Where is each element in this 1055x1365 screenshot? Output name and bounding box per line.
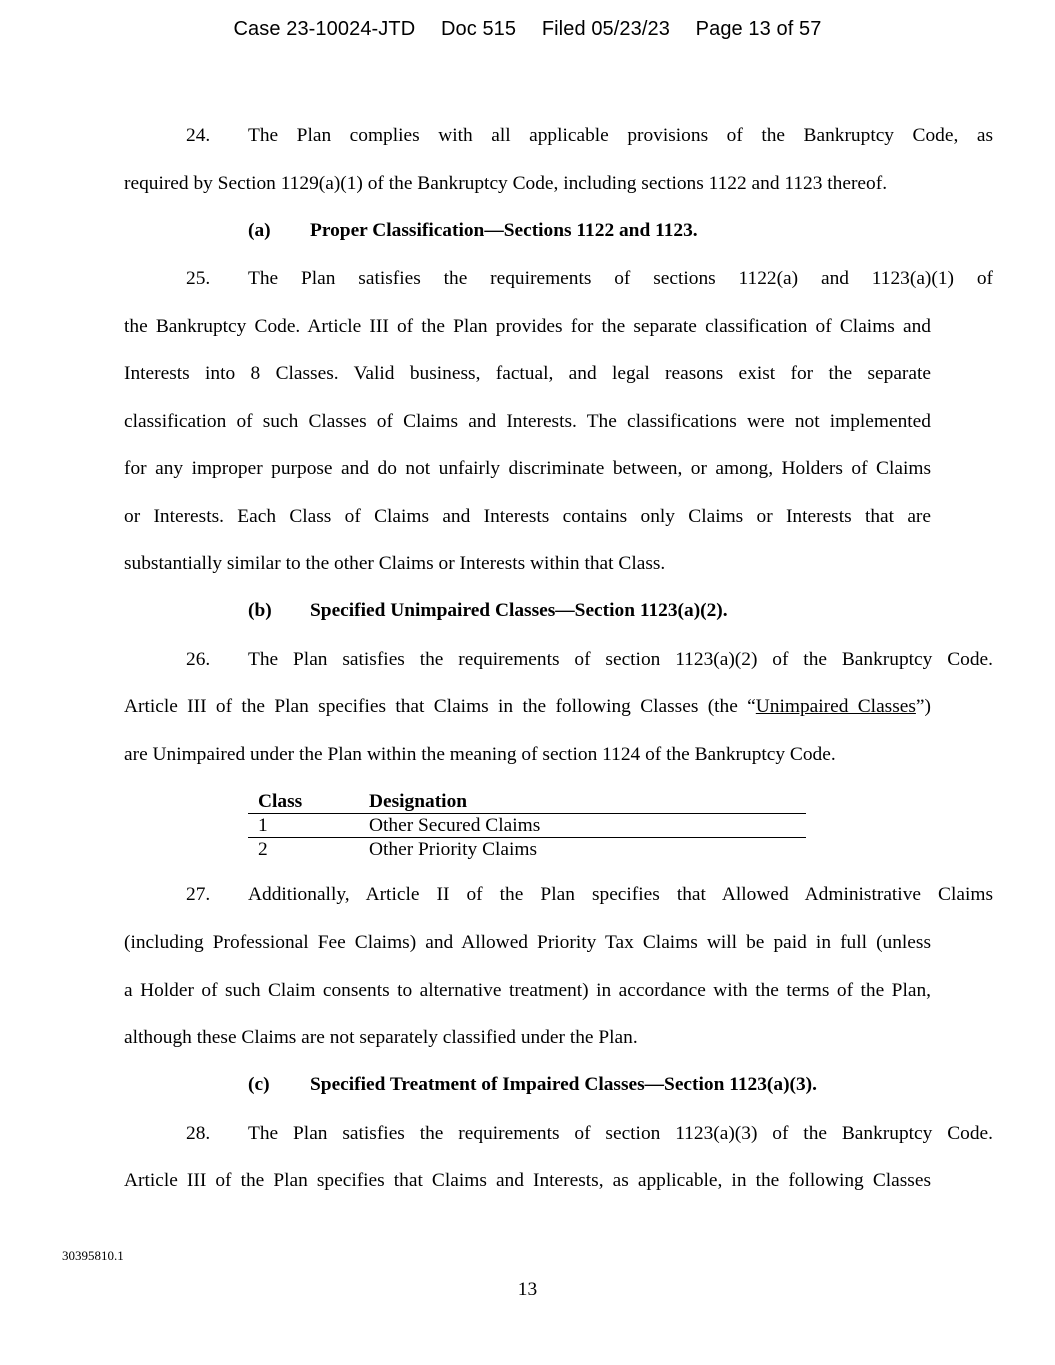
column-header-designation: Designation [359, 790, 806, 814]
document-id: 30395810.1 [62, 1248, 124, 1263]
page-of-total: Page 13 of 57 [695, 18, 822, 40]
para-25-line-2: the Bankruptcy Code. Article III of the Plan provides for the separate classification of Claims and [124, 316, 931, 337]
para-text: Article III of the Plan specifies that Claims in the following Classes (the “ [124, 696, 756, 717]
para-number: 28. [186, 1123, 211, 1144]
para-text: The Plan complies with all applicable provisions of the Bankruptcy Code, as [248, 125, 993, 146]
heading-text: Specified Treatment of Impaired Classes—Section 1123(a)(3). [310, 1074, 817, 1095]
para-number: 24. [186, 125, 211, 146]
para-25-line-1 [124, 267, 993, 291]
class-cell: 2 [258, 839, 268, 860]
doc-number: Doc 515 [440, 18, 517, 40]
defined-term-unimpaired-classes: Unimpaired Classes [755, 696, 916, 717]
table-row [248, 814, 806, 838]
para-text: The Plan satisfies the requirements of sections 1122(a) and 1123(a)(1) of [248, 268, 993, 289]
heading-label: (b) [248, 600, 272, 621]
class-cell: 1 [248, 814, 359, 838]
para-text: Additionally, Article II of the Plan specifies that Allowed Administrative Claims [248, 884, 993, 905]
para-25-line-3: Interests into 8 Classes. Valid business, factual, and legal reasons exist for the separate [124, 363, 931, 384]
unimpaired-classes-table [248, 790, 806, 861]
heading-text: Proper Classification—Sections 1122 and 1123. [310, 220, 698, 241]
para-number: 25. [186, 268, 211, 289]
para-27-line-1 [124, 883, 993, 907]
para-text: The Plan satisfies the requirements of section 1123(a)(3) of the Bankruptcy Code. [248, 1123, 993, 1144]
heading-text: Specified Unimpaired Classes—Section 1123(a)(2). [310, 600, 728, 621]
para-28-line-1 [124, 1122, 993, 1146]
para-25-line-7: substantially similar to the other Claims or Interests within that Class. [124, 553, 666, 574]
table-header-row [248, 790, 806, 814]
court-filing-header [0, 18, 1055, 41]
heading-label: (a) [248, 220, 271, 241]
para-25-line-5: for any improper purpose and do not unfairly discriminate between, or among, Holders of Claims [124, 458, 931, 479]
para-27-line-2: (including Professional Fee Claims) and Allowed Priority Tax Claims will be paid in full (unless [124, 932, 931, 953]
para-number: 26. [186, 649, 211, 670]
table-row [248, 838, 806, 862]
case-number: Case 23-10024-JTD [233, 18, 416, 40]
para-27-line-4: although these Claims are not separately classified under the Plan. [124, 1027, 638, 1048]
para-text: ”) [915, 696, 931, 717]
para-26-line-3: are Unimpaired under the Plan within the meaning of section 1124 of the Bankruptcy Code. [124, 744, 836, 765]
para-number: 27. [186, 884, 211, 905]
column-header-class: Class [248, 790, 359, 814]
heading-a [248, 220, 698, 242]
designation-cell: Other Priority Claims [369, 839, 538, 860]
heading-b [248, 600, 728, 622]
para-24-line-1 [124, 124, 993, 148]
designation-cell: Other Secured Claims [359, 814, 806, 838]
para-24-line-2: required by Section 1129(a)(1) of the Bankruptcy Code, including sections 1122 and 1123 thereof. [124, 173, 888, 194]
para-text: The Plan satisfies the requirements of section 1123(a)(2) of the Bankruptcy Code. [248, 649, 993, 670]
para-26-line-2 [124, 695, 931, 719]
heading-label: (c) [248, 1074, 270, 1095]
filed-date: Filed 05/23/23 [541, 18, 670, 40]
para-25-line-6: or Interests. Each Class of Claims and Interests contains only Claims or Interests that are [124, 506, 931, 527]
para-27-line-3: a Holder of such Claim consents to alternative treatment) in accordance with the terms of the Plan, [124, 980, 931, 1001]
para-26-line-1 [124, 648, 993, 672]
para-25-line-4: classification of such Classes of Claims and Interests. The classifications were not implemented [124, 411, 931, 432]
page-number: 13 [517, 1279, 538, 1300]
para-28-line-2: Article III of the Plan specifies that Claims and Interests, as applicable, in the following Classes [124, 1170, 931, 1191]
heading-c [248, 1074, 817, 1096]
